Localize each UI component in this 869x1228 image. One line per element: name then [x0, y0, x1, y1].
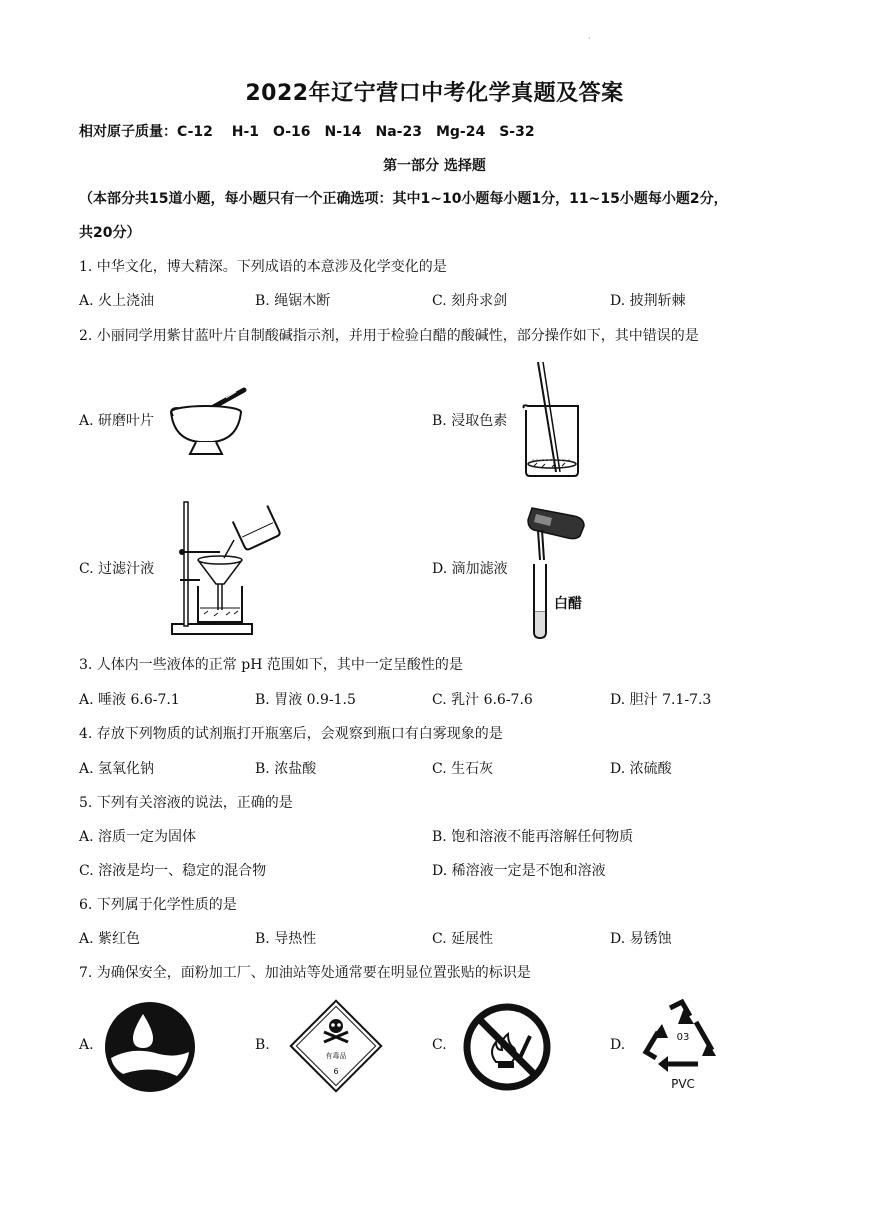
question-5-option-c[interactable]: C. 溶液是均一、稳定的混合物: [79, 863, 267, 879]
dropper-test-tube-figure: [522, 500, 614, 642]
question-7-stem: 7. 为确保安全，面粉加工厂、加油站等处通常要在明显位置张贴的标识是: [79, 965, 531, 981]
mortar-pestle-figure: [166, 384, 250, 458]
question-3-option-c[interactable]: C. 乳汁 6.6-7.6: [432, 692, 533, 708]
toxic-sign-text: 有毒品: [325, 1052, 347, 1060]
scan-dot: ·: [588, 34, 591, 43]
recycle-label: PVC: [671, 1077, 695, 1091]
page-title: 2022年辽宁营口中考化学真题及答案: [245, 81, 624, 106]
question-4-option-d[interactable]: D. 浓硫酸: [610, 761, 672, 777]
question-7-option-a[interactable]: A.: [79, 1037, 94, 1053]
water-drop-sign-icon: [103, 1000, 197, 1094]
question-6-option-b[interactable]: B. 导热性: [255, 931, 317, 947]
question-4-option-a[interactable]: A. 氢氧化钠: [79, 761, 155, 777]
question-6-stem: 6. 下列属于化学性质的是: [79, 897, 237, 913]
question-1-option-d[interactable]: D. 披荆斩棘: [610, 293, 686, 309]
question-7-option-c[interactable]: C.: [432, 1037, 447, 1053]
atomic-masses: 相对原子质量：C-12 H-1 O-16 N-14 Na-23 Mg-24 S-32: [79, 124, 535, 140]
question-4-stem: 4. 存放下列物质的试剂瓶打开瓶塞后，会观察到瓶口有白雾现象的是: [79, 726, 503, 742]
question-5-option-b[interactable]: B. 饱和溶液不能再溶解任何物质: [432, 829, 634, 845]
question-7-option-b[interactable]: B.: [255, 1037, 270, 1053]
question-1-option-b[interactable]: B. 绳锯木断: [255, 293, 331, 309]
question-3-option-b[interactable]: B. 胃液 0.9-1.5: [255, 692, 356, 708]
question-3-option-d[interactable]: D. 胆汁 7.1-7.3: [610, 692, 712, 708]
question-2-stem: 2. 小丽同学用紫甘蓝叶片自制酸碱指示剂，并用于检验白醋的酸碱性，部分操作如下，其中错误的是: [79, 328, 699, 344]
question-7-option-d[interactable]: D.: [610, 1037, 626, 1053]
question-5-stem: 5. 下列有关溶液的说法，正确的是: [79, 795, 293, 811]
question-3-stem: 3. 人体内一些液体的正常 pH 范围如下，其中一定呈酸性的是: [79, 657, 463, 673]
recycle-code: 03: [676, 1032, 690, 1043]
question-5-option-d[interactable]: D. 稀溶液一定是不饱和溶液: [432, 863, 606, 879]
question-2-option-d[interactable]: D. 滴加滤液: [432, 561, 508, 577]
question-2-option-c[interactable]: C. 过滤汁液: [79, 561, 155, 577]
vinegar-label: 白醋: [554, 596, 582, 612]
recycle-pvc-sign-icon: [638, 998, 728, 1094]
question-1-stem: 1. 中华文化，博大精深。下列成语的本意涉及化学变化的是: [79, 259, 447, 275]
toxic-sign-number: 6: [333, 1067, 339, 1076]
question-6-option-d[interactable]: D. 易锈蚀: [610, 931, 672, 947]
section-note-line1: （本部分共15道小题，每小题只有一个正确选项：其中1~10小题每小题1分，11~15小题每小题2分，: [79, 191, 728, 207]
question-5-option-a[interactable]: A. 溶质一定为固体: [79, 829, 197, 845]
no-open-flame-sign-icon: [462, 1002, 552, 1092]
filtration-setup-figure: [160, 500, 290, 638]
question-3-option-a[interactable]: A. 唾液 6.6-7.1: [79, 692, 180, 708]
question-2-option-b[interactable]: B. 浸取色素: [432, 413, 508, 429]
section-note-line2: 共20分）: [79, 225, 141, 241]
question-2-option-a[interactable]: A. 研磨叶片: [79, 413, 155, 429]
toxic-hazard-sign-icon: [286, 996, 386, 1096]
question-4-option-b[interactable]: B. 浓盐酸: [255, 761, 317, 777]
question-6-option-a[interactable]: A. 紫红色: [79, 931, 141, 947]
question-1-option-a[interactable]: A. 火上浇油: [79, 293, 155, 309]
section-heading: 第一部分 选择题: [383, 158, 486, 174]
question-4-option-c[interactable]: C. 生石灰: [432, 761, 494, 777]
beaker-with-rod-figure: [518, 360, 586, 478]
question-6-option-c[interactable]: C. 延展性: [432, 931, 494, 947]
question-1-option-c[interactable]: C. 刻舟求剑: [432, 293, 508, 309]
